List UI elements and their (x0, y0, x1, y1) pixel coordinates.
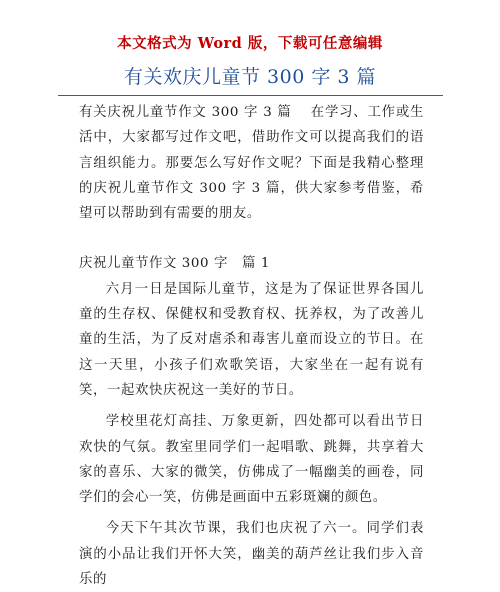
body-paragraph-1: 六月一日是国际儿童节，这是为了保证世界各国儿童的生存权、保健权和受教育权、抚养权，为了改善儿童的生活，为了反对虐杀和毒害儿童而设立的节日。在这一天里，小孩子们欢歌笑语，大家坐在一起有说有笑，一起欢快庆祝这一美好的节日。 (79, 281, 424, 398)
body-paragraph-2: 学校里花灯高挂、万象更新，四处都可以看出节日欢快的气氛。教室里同学们一起唱歌、跳舞，共享着大家的喜乐、大家的微笑，仿佛成了一幅幽美的画卷，同学们的会心一笑，仿佛是画面中五彩斑斓的颜色。 (79, 414, 424, 506)
download-notice-banner: 本文格式为 Word 版，下载可任意编辑 (117, 35, 383, 52)
document-title: 有关欢庆儿童节 300 字 3 篇 (123, 66, 376, 88)
intro-paragraph: 有关庆祝儿童节作文 300 字 3 篇 在学习、工作或生活中，大家都写过作文吧，借助作文可以提高我们的语言组织能力。那要怎么写好作文呢？下面是我精心整理的庆祝儿童节作文 300 字 3 篇，供大家参考借鉴，希望可以帮助到有需要的朋友。 (79, 105, 424, 222)
body-paragraph-3: 今天下午其次节课，我们也庆祝了六一。同学们表演的小品让我们开怀大笑，幽美的葫芦丝让我们步入音乐的 (79, 521, 424, 588)
section-heading: 庆祝儿童节作文 300 字 篇 1 (79, 256, 270, 272)
title-divider (58, 95, 443, 96)
document-body (79, 100, 424, 592)
